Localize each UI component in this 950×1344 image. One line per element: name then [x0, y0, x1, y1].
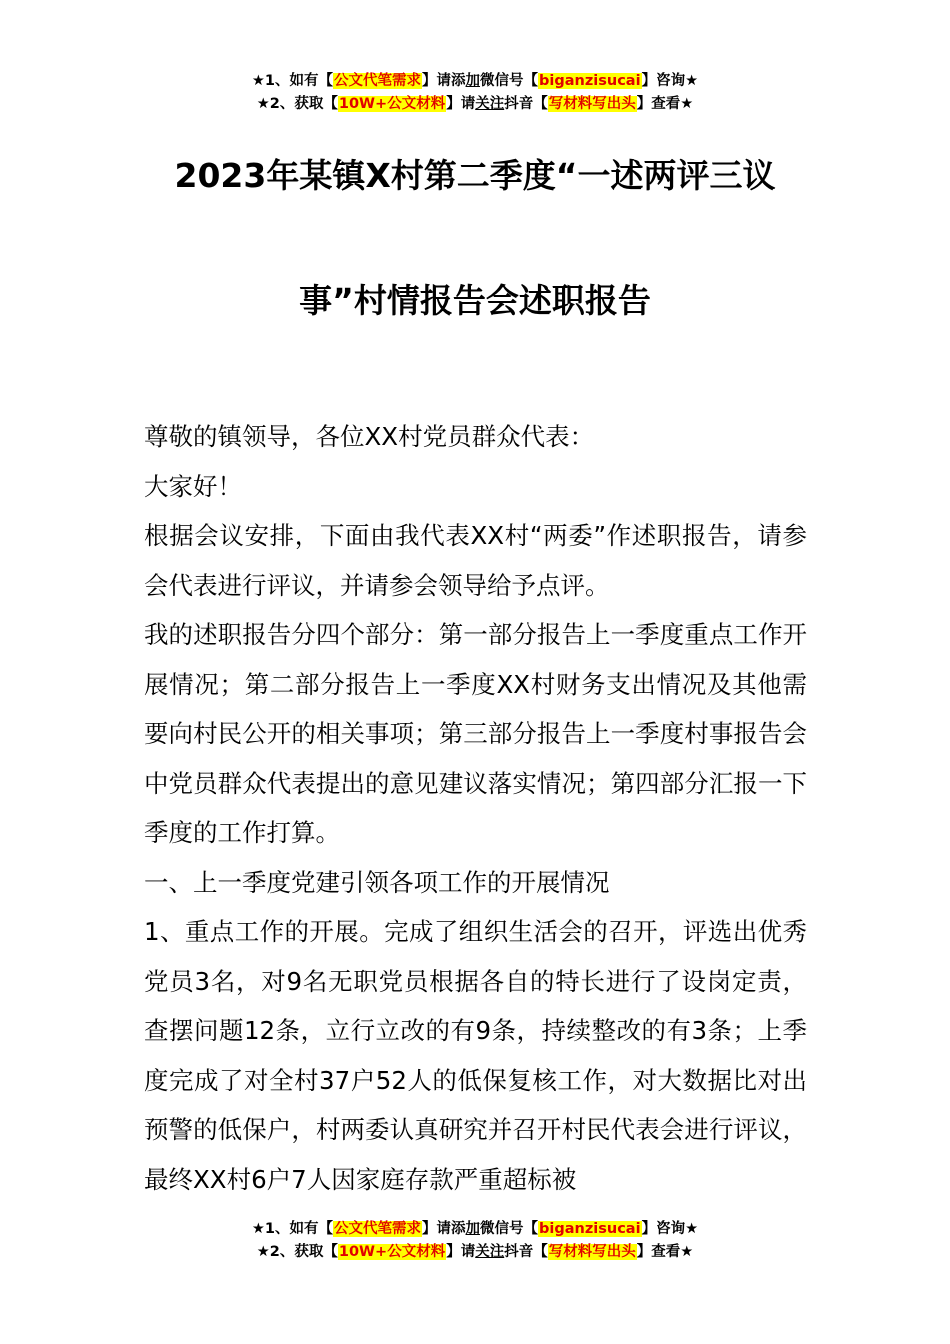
document-title-line-2: 事”村情报告会述职报告 — [299, 281, 651, 320]
document-title-line-1: 2023年某镇X村第二季度“一述两评三议 — [174, 156, 776, 195]
banner-underlined: 加 — [465, 73, 481, 89]
banner-highlight: biganzisucai — [539, 1221, 641, 1237]
banner-text: 抖音【 — [504, 96, 548, 112]
banner-line-1 — [0, 1218, 950, 1241]
banner-highlight: 10W+公文材料 — [338, 96, 446, 112]
banner-highlight: 写材料写出头 — [548, 96, 636, 112]
banner-text: ★1、如有【 — [251, 1221, 334, 1237]
banner-highlight: 公文代笔需求 — [334, 73, 422, 89]
body-paragraph: 根据会议安排，下面由我代表XX村“两委”作述职报告，请参会代表进行评议，并请参会领导给予点评。 — [144, 521, 807, 600]
section-heading: 一、上一季度党建引领各项工作的开展情况 — [144, 867, 610, 897]
banner-text: 】请添 — [422, 73, 466, 89]
banner-highlight: 公文代笔需求 — [334, 1221, 422, 1237]
banner-text: 】咨询★ — [641, 73, 699, 89]
banner-highlight: biganzisucai — [539, 73, 641, 89]
banner-text: 抖音【 — [504, 1244, 548, 1260]
banner-underlined: 关注 — [475, 96, 505, 112]
body-paragraph: 我的述职报告分四个部分：第一部分报告上一季度重点工作开展情况；第二部分报告上一季度XX村财务支出情况及其他需要向村民公开的相关事项；第三部分报告上一季度村事报告会中党员群众代表提出的意见建议落实情况；第四部分汇报一下季度的工作打算。 — [144, 620, 807, 847]
banner-underlined: 加 — [465, 1221, 481, 1237]
banner-text: 】查看★ — [636, 96, 694, 112]
banner-line-2 — [0, 93, 950, 116]
banner-text: ★2、获取【 — [256, 1244, 338, 1260]
footer-banner — [0, 1218, 950, 1264]
salutation: 尊敬的镇领导，各位XX村党员群众代表： — [144, 422, 595, 451]
banner-line-1 — [0, 70, 950, 93]
document-body — [144, 412, 807, 1204]
banner-line-2 — [0, 1241, 950, 1264]
header-banner — [0, 70, 950, 116]
banner-text: ★2、获取【 — [256, 96, 338, 112]
banner-highlight: 10W+公文材料 — [338, 1244, 446, 1260]
banner-text: 】请 — [446, 96, 476, 112]
banner-underlined: 关注 — [475, 1244, 505, 1260]
banner-text: 】请 — [446, 1244, 476, 1260]
banner-text: ★1、如有【 — [251, 73, 334, 89]
banner-highlight: 写材料写出头 — [548, 1244, 636, 1260]
banner-text: 】请添 — [422, 1221, 466, 1237]
banner-text: 】咨询★ — [641, 1221, 699, 1237]
banner-text: 】查看★ — [636, 1244, 694, 1260]
banner-text: 微信号【 — [480, 1221, 539, 1237]
greeting: 大家好！ — [144, 471, 242, 501]
banner-text: 微信号【 — [480, 73, 539, 89]
body-paragraph: 1、重点工作的开展。完成了组织生活会的召开，评选出优秀党员3名，对9名无职党员根据各自的特长进行了设岗定责，查摆问题12条，立行立改的有9条，持续整改的有3条；上季度完成了对全村37户52人的低保复核工作，对大数据比对出预警的低保户，村两委认真研究并召开村民代表会进行评议，最终XX村6户7人因家庭存款严重超标被 — [144, 917, 807, 1194]
